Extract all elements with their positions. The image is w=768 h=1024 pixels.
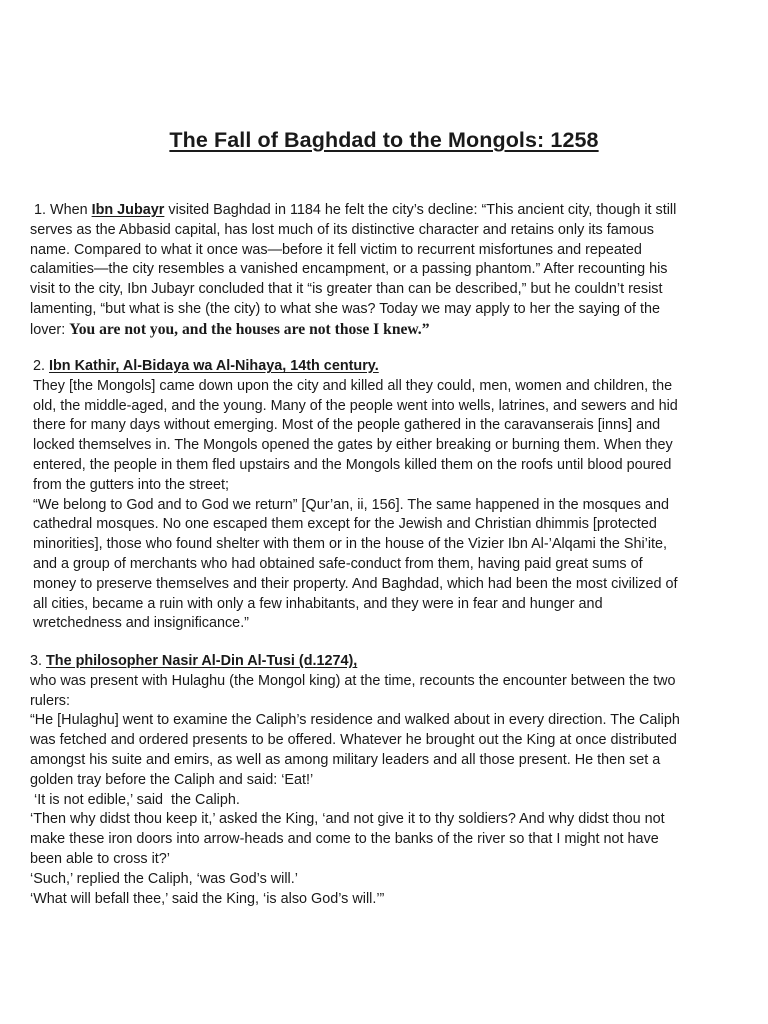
section2-line: money to preserve themselves and their property. And Baghdad, which had been the most civilized of	[33, 575, 678, 592]
section3-line: been able to cross it?’	[30, 850, 170, 867]
section2-line: all cities, became a ruin with only a few inhabitants, and they were in fear and hunger and	[33, 595, 603, 612]
section2-heading	[33, 357, 733, 377]
section2-line: locked themselves in. The Mongols opened the gates by either breaking or burning them. When they	[33, 437, 673, 454]
section1-line1-text: visited Baghdad in 1184 he felt the city’s decline: “This ancient city, though it still	[164, 202, 677, 218]
section3-line: ‘What will befall thee,’ said the King, ‘is also God’s will.’”	[30, 890, 385, 907]
section3-line: “He [Hulaghu] went to examine the Caliph’s residence and walked about in every direction. The Caliph	[30, 712, 680, 729]
section1-first-line	[30, 201, 736, 221]
section3-line: ‘Such,’ replied the Caliph, ‘was God’s will.’	[30, 870, 298, 887]
section3-line: amongst his suite and emirs, as well as among military leaders and all those present. He then set a	[30, 751, 661, 768]
document-title: The Fall of Baghdad to the Mongols: 1258	[169, 128, 599, 152]
section3-source: The philosopher Nasir Al-Din Al-Tusi (d.1274),	[46, 653, 358, 669]
section2-line: “We belong to God and to God we return” [Qur’an, ii, 156]. The same happened in the mosques and	[33, 496, 669, 513]
section1-line: name. Compared to what it once was—before it fell victim to recurrent misfortunes and repeated	[30, 241, 642, 258]
section3-line: golden tray before the Caliph and said: ‘Eat!’	[30, 771, 314, 788]
section1-source: Ibn Jubayr	[91, 202, 165, 218]
section-al-tusi	[30, 652, 736, 909]
section2-line: there for many days without emerging. Most of the people gathered in the caravanserais [inns] and	[33, 417, 661, 434]
section2-number: 2.	[33, 358, 49, 374]
section2-line: old, the middle-aged, and the young. Many of the people went into wells, latrines, and sewers and hid	[33, 397, 678, 414]
section3-line: make these iron doors into arrow-heads and come to the banks of the river so that I might not have	[30, 831, 659, 848]
section1-number: 1. When	[34, 202, 92, 218]
section1-last-line	[30, 320, 736, 341]
section2-line: cathedral mosques. No one escaped them except for the Jewish and Christian dhimmis [protected	[33, 516, 657, 533]
section1-line: serves as the Abbasid capital, has lost much of its distinctive character and retains only its famous	[30, 221, 654, 238]
section1-line: calamities—the city resembles a vanished encampment, or a passing phantom.” After recounting his	[30, 261, 668, 278]
section3-line: ‘It is not edible,’ said the Caliph.	[30, 791, 240, 808]
section2-line: They [the Mongols] came down upon the city and killed all they could, men, women and children, the	[33, 377, 673, 394]
section3-heading	[30, 652, 736, 672]
section3-line: was fetched and ordered presents to be offered. Whatever he brought out the King at once distributed	[30, 732, 677, 749]
section3-line: ‘Then why didst thou keep it,’ asked the King, ‘and not give it to thy soldiers? And why didst thou not	[30, 811, 665, 828]
section3-line: who was present with Hulaghu (the Mongol king) at the time, recounts the encounter between the two	[30, 672, 676, 689]
section1-line: lamenting, “but what is she (the city) to what she was? Today we may apply to her the saying of the	[30, 300, 661, 317]
section3-line: rulers:	[30, 692, 70, 709]
section-ibn-jubayr	[30, 201, 736, 341]
section1-line: visit to the city, Ibn Jubayr concluded that it “is greater than can be described,” but he couldn’t resist	[30, 281, 663, 298]
section2-line: from the gutters into the street;	[33, 476, 229, 493]
section1-last-prefix: lover:	[30, 321, 70, 338]
section2-line: minorities], those who found shelter with them or in the house of the Vizier Ibn Al-’Alqami the Shi’ite,	[33, 536, 668, 553]
section2-line: wretchedness and insignificance.”	[33, 615, 249, 632]
section-ibn-kathir	[33, 357, 733, 634]
section2-line: entered, the people in them fled upstairs and the Mongols killed them on the roofs until blood poured	[33, 456, 672, 473]
section2-line: and a group of merchants who had obtained safe-conduct from them, having paid great sums of	[33, 555, 643, 572]
section3-number: 3.	[30, 653, 46, 669]
section1-quote: You are not you, and the houses are not those I knew.”	[69, 320, 430, 338]
section2-source: Ibn Kathir, Al-Bidaya wa Al-Nihaya, 14th century.	[49, 358, 379, 374]
